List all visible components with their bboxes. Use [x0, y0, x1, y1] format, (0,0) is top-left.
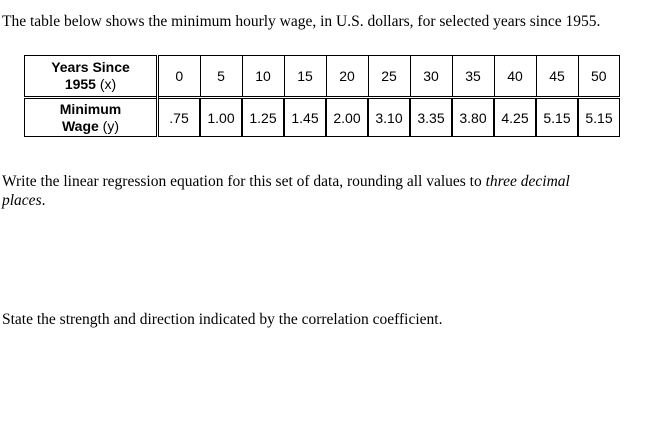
table-row-wage	[25, 98, 620, 137]
wage-data-table	[24, 55, 620, 137]
question-correlation: State the strength and direction indicated by the correlation coefficient.	[2, 311, 443, 328]
table-cell: 10	[242, 56, 284, 98]
row-header-years-line1: Years Since	[51, 59, 130, 75]
table-cell: 40	[494, 56, 536, 98]
row-header-wage-line2: Wage	[61, 117, 99, 134]
row-header-wage	[25, 98, 158, 137]
table-cell: 5	[200, 56, 242, 98]
table-cell: 3.80	[452, 98, 494, 137]
question-regression-text: Write the linear regression equation for this set of data, rounding all values to	[2, 173, 486, 190]
table-cell: 5.15	[578, 98, 620, 137]
question-regression-emphasis-2: places	[2, 192, 42, 209]
question-regression-emphasis: three decimal	[485, 173, 570, 190]
table-cell: 35	[452, 56, 494, 98]
table-cell: 4.25	[494, 98, 536, 137]
table-cell: 5.15	[536, 98, 578, 137]
table-cell: 3.10	[368, 98, 410, 137]
table-cell: 1.45	[284, 98, 326, 137]
table-cell: .75	[158, 98, 201, 137]
table-cell: 3.35	[410, 98, 452, 137]
table-cell: 50	[578, 56, 620, 98]
row-header-years-line2: 1955	[64, 76, 96, 92]
table-cell: 15	[284, 56, 326, 98]
table-cell: 1.00	[200, 98, 242, 137]
table-cell: 2.00	[326, 98, 368, 137]
table-cell: 25	[368, 56, 410, 98]
table-row-years	[25, 56, 620, 98]
table-cell: 20	[326, 56, 368, 98]
table-cell: 0	[158, 56, 201, 98]
table-cell: 30	[410, 56, 452, 98]
row-header-wage-var: (y)	[98, 117, 120, 134]
intro-text: The table below shows the minimum hourly wage, in U.S. dollars, for selected years since 1955.	[2, 13, 601, 30]
row-header-wage-line1: Minimum	[59, 100, 122, 117]
table-cell: 1.25	[242, 98, 284, 137]
table-cell: 45	[536, 56, 578, 98]
row-header-years-var: (x)	[95, 76, 117, 92]
row-header-years	[25, 56, 158, 98]
question-regression	[2, 172, 654, 210]
question-regression-period: .	[41, 192, 46, 209]
